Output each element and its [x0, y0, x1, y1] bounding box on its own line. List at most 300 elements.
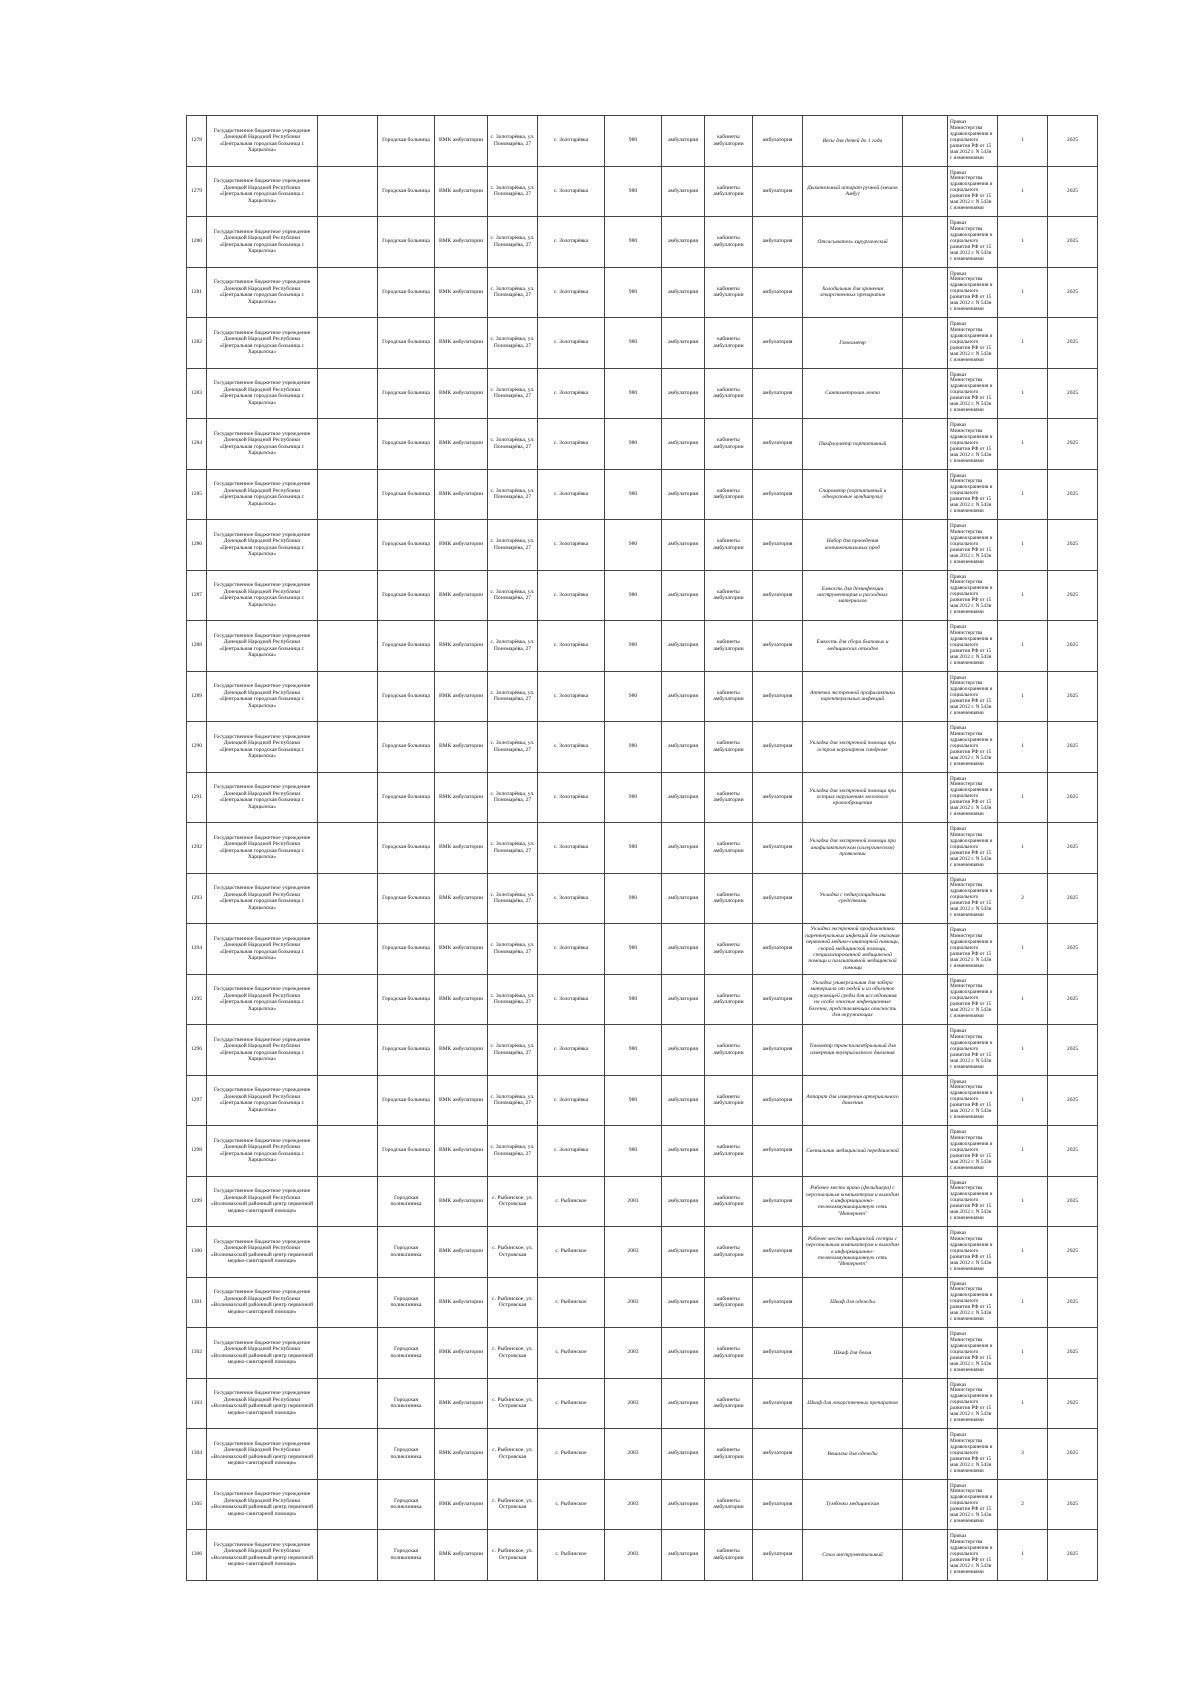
- cell-room: кабинеты амбулатории: [705, 318, 753, 369]
- cell-quantity: 1: [998, 621, 1048, 672]
- cell-number: 1288: [187, 621, 207, 672]
- cell-kind: амбулатория: [662, 1479, 705, 1530]
- cell-unit: ВМК амбулатории: [435, 1277, 488, 1328]
- cell-unit: ВМК амбулатории: [435, 1479, 488, 1530]
- cell-equipment: Укладка экстренной профилактики парентеральных инфекций для оказания первичной медико-санитарной помощи, скорой медицинской помощи, специализированной медицинской помощи и паллиативной медицинской помощи: [803, 924, 903, 975]
- table-row: [187, 166, 1098, 217]
- cell-locality: с. Рыбинское: [538, 1328, 605, 1379]
- cell-department: амбулатория: [753, 217, 803, 268]
- cell-year: 2025: [1048, 873, 1098, 924]
- cell-population: 980: [605, 722, 662, 773]
- cell-equipment: Набор для проведения конъюктивальных проб: [803, 520, 903, 571]
- cell-locality: с. Золотарёвка: [538, 368, 605, 419]
- cell-kind: амбулатория: [662, 1429, 705, 1480]
- cell-equipment: Рабочее место медицинской сестры с персональным компьютером и выходом в информационно-телекоммуникационную сеть "Интернет": [803, 1227, 903, 1278]
- cell-empty: [318, 1227, 378, 1278]
- cell-quantity: 1: [998, 974, 1048, 1025]
- cell-order: Приказ Министерства здравоохранения и социального развития РФ от 15 мая 2012 г. N 543н с изменениями: [948, 1126, 998, 1177]
- cell-address: с. Золотарёвка, ул. Пономарёва, 27: [488, 1126, 538, 1177]
- cell-order: Приказ Министерства здравоохранения и социального развития РФ от 15 мая 2012 г. N 543н с изменениями: [948, 267, 998, 318]
- cell-quantity: 2: [998, 873, 1048, 924]
- cell-empty: [903, 419, 948, 470]
- cell-department: амбулатория: [753, 873, 803, 924]
- cell-unit: ВМК амбулатории: [435, 1126, 488, 1177]
- cell-quantity: 1: [998, 318, 1048, 369]
- cell-population: 980: [605, 419, 662, 470]
- cell-locality: с. Золотарёвка: [538, 1075, 605, 1126]
- cell-equipment: Светильник медицинский передвижной: [803, 1126, 903, 1177]
- cell-empty: [903, 1378, 948, 1429]
- cell-year: 2025: [1048, 469, 1098, 520]
- cell-number: 1286: [187, 520, 207, 571]
- cell-unit: ВМК амбулатории: [435, 166, 488, 217]
- cell-year: 2025: [1048, 772, 1098, 823]
- table-row: [187, 1126, 1098, 1177]
- cell-order: Приказ Министерства здравоохранения и социального развития РФ от 15 мая 2012 г. N 543н с изменениями: [948, 722, 998, 773]
- cell-unit: ВМК амбулатории: [435, 570, 488, 621]
- cell-organization: Государственное бюджетное учреждение Донецкой Народной Республики «Волновахский районный центр первичной медико-санитарной помощи»: [207, 1227, 318, 1278]
- cell-number: 1287: [187, 570, 207, 621]
- cell-room: кабинеты амбулатории: [705, 1025, 753, 1076]
- table-row: [187, 368, 1098, 419]
- cell-address: с. Золотарёвка, ул. Пономарёва, 27: [488, 722, 538, 773]
- cell-address: с. Рыбинское, ул. Островская: [488, 1277, 538, 1328]
- cell-empty: [903, 873, 948, 924]
- cell-address: с. Золотарёвка, ул. Пономарёва, 27: [488, 924, 538, 975]
- cell-department: амбулатория: [753, 1277, 803, 1328]
- cell-kind: амбулатория: [662, 823, 705, 874]
- cell-address: с. Золотарёвка, ул. Пономарёва, 27: [488, 974, 538, 1025]
- cell-order: Приказ Министерства здравоохранения и социального развития РФ от 15 мая 2012 г. N 543н с изменениями: [948, 217, 998, 268]
- cell-department: амбулатория: [753, 469, 803, 520]
- cell-quantity: 1: [998, 722, 1048, 773]
- cell-number: 1282: [187, 318, 207, 369]
- cell-organization: Государственное бюджетное учреждение Донецкой Народной Республики «Центральная городская больница г. Харцызска»: [207, 217, 318, 268]
- cell-kind: амбулатория: [662, 621, 705, 672]
- cell-equipment: Емкость для дезинфекции инструментария и расходных материалов: [803, 570, 903, 621]
- table-row: [187, 772, 1098, 823]
- cell-empty: [903, 671, 948, 722]
- cell-order: Приказ Министерства здравоохранения и социального развития РФ от 15 мая 2012 г. N 543н с изменениями: [948, 1277, 998, 1328]
- cell-address: с. Рыбинское, ул. Островская: [488, 1429, 538, 1480]
- cell-organization: Государственное бюджетное учреждение Донецкой Народной Республики «Центральная городская больница г. Харцызска»: [207, 318, 318, 369]
- cell-number: 1293: [187, 873, 207, 924]
- cell-equipment: Шкаф для белья: [803, 1328, 903, 1379]
- cell-organization: Государственное бюджетное учреждение Донецкой Народной Республики «Центральная городская больница г. Харцызска»: [207, 419, 318, 470]
- cell-year: 2025: [1048, 1075, 1098, 1126]
- cell-unit: ВМК амбулатории: [435, 873, 488, 924]
- cell-empty: [318, 116, 378, 167]
- cell-organization: Государственное бюджетное учреждение Донецкой Народной Республики «Центральная городская больница г. Харцызска»: [207, 116, 318, 167]
- cell-facility-type: Городская больница: [378, 267, 435, 318]
- cell-empty: [318, 974, 378, 1025]
- cell-population: 980: [605, 217, 662, 268]
- cell-number: 1306: [187, 1530, 207, 1581]
- cell-order: Приказ Министерства здравоохранения и социального развития РФ от 15 мая 2012 г. N 543н с изменениями: [948, 1025, 998, 1076]
- cell-locality: с. Золотарёвка: [538, 621, 605, 672]
- cell-department: амбулатория: [753, 1075, 803, 1126]
- cell-facility-type: Городская поликлиника: [378, 1227, 435, 1278]
- cell-address: с. Золотарёвка, ул. Пономарёва, 27: [488, 469, 538, 520]
- cell-unit: ВМК амбулатории: [435, 1328, 488, 1379]
- cell-address: с. Рыбинское, ул. Островская: [488, 1176, 538, 1227]
- cell-facility-type: Городская больница: [378, 1025, 435, 1076]
- cell-empty: [318, 621, 378, 672]
- cell-equipment: Укладка с педикулоцидными средствами: [803, 873, 903, 924]
- cell-quantity: 1: [998, 217, 1048, 268]
- cell-equipment: Укладка для экстренной помощи при остром коронарном синдроме: [803, 722, 903, 773]
- cell-order: Приказ Министерства здравоохранения и социального развития РФ от 15 мая 2012 г. N 543н с изменениями: [948, 368, 998, 419]
- cell-empty: [318, 722, 378, 773]
- cell-year: 2025: [1048, 1227, 1098, 1278]
- cell-facility-type: Городская больница: [378, 823, 435, 874]
- cell-organization: Государственное бюджетное учреждение Донецкой Народной Республики «Центральная городская больница г. Харцызска»: [207, 368, 318, 419]
- cell-empty: [903, 823, 948, 874]
- cell-unit: ВМК амбулатории: [435, 1075, 488, 1126]
- table-row: [187, 1328, 1098, 1379]
- cell-year: 2025: [1048, 924, 1098, 975]
- cell-kind: амбулатория: [662, 722, 705, 773]
- cell-room: кабинеты амбулатории: [705, 1126, 753, 1177]
- cell-empty: [903, 1429, 948, 1480]
- cell-population: 980: [605, 1025, 662, 1076]
- cell-department: амбулатория: [753, 823, 803, 874]
- cell-locality: с. Золотарёвка: [538, 116, 605, 167]
- cell-population: 980: [605, 772, 662, 823]
- cell-number: 1301: [187, 1277, 207, 1328]
- cell-department: амбулатория: [753, 1328, 803, 1379]
- cell-kind: амбулатория: [662, 1126, 705, 1177]
- cell-empty: [318, 1429, 378, 1480]
- cell-address: с. Золотарёвка, ул. Пономарёва, 27: [488, 772, 538, 823]
- cell-room: кабинеты амбулатории: [705, 722, 753, 773]
- cell-empty: [903, 1277, 948, 1328]
- cell-department: амбулатория: [753, 1378, 803, 1429]
- cell-room: кабинеты амбулатории: [705, 166, 753, 217]
- cell-organization: Государственное бюджетное учреждение Донецкой Народной Республики «Волновахский районный центр первичной медико-санитарной помощи»: [207, 1479, 318, 1530]
- cell-department: амбулатория: [753, 116, 803, 167]
- cell-room: кабинеты амбулатории: [705, 469, 753, 520]
- cell-number: 1298: [187, 1126, 207, 1177]
- cell-empty: [318, 1479, 378, 1530]
- equipment-table: [186, 115, 1098, 1581]
- cell-locality: с. Рыбинское: [538, 1479, 605, 1530]
- cell-address: с. Золотарёвка, ул. Пономарёва, 27: [488, 116, 538, 167]
- cell-department: амбулатория: [753, 267, 803, 318]
- cell-order: Приказ Министерства здравоохранения и социального развития РФ от 15 мая 2012 г. N 543н с изменениями: [948, 469, 998, 520]
- table-row: [187, 1378, 1098, 1429]
- cell-equipment: Аппарат для измерения артериального давления: [803, 1075, 903, 1126]
- cell-order: Приказ Министерства здравоохранения и социального развития РФ от 15 мая 2012 г. N 543н с изменениями: [948, 1479, 998, 1530]
- cell-organization: Государственное бюджетное учреждение Донецкой Народной Республики «Волновахский районный центр первичной медико-санитарной помощи»: [207, 1429, 318, 1480]
- cell-address: с. Золотарёвка, ул. Пономарёва, 27: [488, 419, 538, 470]
- cell-equipment: Весы для детей до 1 года: [803, 116, 903, 167]
- table-body: [187, 116, 1098, 1581]
- cell-empty: [318, 419, 378, 470]
- cell-unit: ВМК амбулатории: [435, 1025, 488, 1076]
- cell-population: 980: [605, 570, 662, 621]
- cell-equipment: Дыхательный аппарат ручной (мешок Амбу): [803, 166, 903, 217]
- cell-locality: с. Рыбинское: [538, 1429, 605, 1480]
- cell-population: 980: [605, 621, 662, 672]
- cell-locality: с. Золотарёвка: [538, 722, 605, 773]
- cell-room: кабинеты амбулатории: [705, 974, 753, 1025]
- cell-year: 2025: [1048, 974, 1098, 1025]
- cell-order: Приказ Министерства здравоохранения и социального развития РФ от 15 мая 2012 г. N 543н с изменениями: [948, 1075, 998, 1126]
- cell-unit: ВМК амбулатории: [435, 217, 488, 268]
- cell-order: Приказ Министерства здравоохранения и социального развития РФ от 15 мая 2012 г. N 543н с изменениями: [948, 823, 998, 874]
- cell-department: амбулатория: [753, 722, 803, 773]
- table-row: [187, 419, 1098, 470]
- cell-organization: Государственное бюджетное учреждение Донецкой Народной Республики «Центральная городская больница г. Харцызска»: [207, 166, 318, 217]
- cell-empty: [318, 318, 378, 369]
- cell-room: кабинеты амбулатории: [705, 1429, 753, 1480]
- cell-population: 980: [605, 116, 662, 167]
- cell-room: кабинеты амбулатории: [705, 267, 753, 318]
- cell-kind: амбулатория: [662, 772, 705, 823]
- cell-empty: [318, 1025, 378, 1076]
- cell-kind: амбулатория: [662, 1176, 705, 1227]
- cell-population: 980: [605, 1075, 662, 1126]
- cell-quantity: 1: [998, 924, 1048, 975]
- cell-facility-type: Городская поликлиника: [378, 1479, 435, 1530]
- cell-empty: [903, 1025, 948, 1076]
- cell-address: с. Золотарёвка, ул. Пономарёва, 27: [488, 823, 538, 874]
- cell-year: 2025: [1048, 823, 1098, 874]
- cell-equipment: Емкость для сбора бытовых и медицинских отходов: [803, 621, 903, 672]
- cell-quantity: 3: [998, 1429, 1048, 1480]
- cell-quantity: 1: [998, 1025, 1048, 1076]
- cell-organization: Государственное бюджетное учреждение Донецкой Народной Республики «Волновахский районный центр первичной медико-санитарной помощи»: [207, 1530, 318, 1581]
- cell-population: 980: [605, 873, 662, 924]
- cell-locality: с. Золотарёвка: [538, 520, 605, 571]
- cell-empty: [903, 1479, 948, 1530]
- cell-kind: амбулатория: [662, 873, 705, 924]
- cell-locality: с. Золотарёвка: [538, 217, 605, 268]
- cell-empty: [318, 570, 378, 621]
- cell-unit: ВМК амбулатории: [435, 1530, 488, 1581]
- cell-quantity: 2: [998, 1479, 1048, 1530]
- cell-kind: амбулатория: [662, 469, 705, 520]
- cell-room: кабинеты амбулатории: [705, 217, 753, 268]
- cell-equipment: Укладка универсальная для забора материала от людей и из объектов окружающей среды для исследования на особо опасные инфекционные болезни, представляющих опасность для окружающих: [803, 974, 903, 1025]
- cell-year: 2025: [1048, 1126, 1098, 1177]
- cell-locality: с. Золотарёвка: [538, 823, 605, 874]
- cell-unit: ВМК амбулатории: [435, 823, 488, 874]
- cell-kind: амбулатория: [662, 368, 705, 419]
- cell-empty: [318, 1328, 378, 1379]
- table-row: [187, 267, 1098, 318]
- cell-facility-type: Городская больница: [378, 166, 435, 217]
- cell-address: с. Золотарёвка, ул. Пономарёва, 27: [488, 873, 538, 924]
- cell-facility-type: Городская поликлиника: [378, 1277, 435, 1328]
- cell-facility-type: Городская поликлиника: [378, 1530, 435, 1581]
- cell-department: амбулатория: [753, 570, 803, 621]
- cell-empty: [903, 1075, 948, 1126]
- cell-empty: [903, 1530, 948, 1581]
- cell-equipment: Тонометр транспальпебральный для измерения внутриглазного давления: [803, 1025, 903, 1076]
- cell-unit: ВМК амбулатории: [435, 419, 488, 470]
- cell-kind: амбулатория: [662, 671, 705, 722]
- cell-room: кабинеты амбулатории: [705, 368, 753, 419]
- cell-address: с. Рыбинское, ул. Островская: [488, 1479, 538, 1530]
- cell-address: с. Золотарёвка, ул. Пономарёва, 27: [488, 368, 538, 419]
- cell-address: с. Рыбинское, ул. Островская: [488, 1378, 538, 1429]
- cell-organization: Государственное бюджетное учреждение Донецкой Народной Республики «Центральная городская больница г. Харцызска»: [207, 570, 318, 621]
- cell-unit: ВМК амбулатории: [435, 671, 488, 722]
- cell-room: кабинеты амбулатории: [705, 1328, 753, 1379]
- cell-department: амбулатория: [753, 924, 803, 975]
- cell-year: 2025: [1048, 621, 1098, 672]
- cell-department: амбулатория: [753, 419, 803, 470]
- table-row: [187, 1025, 1098, 1076]
- cell-year: 2025: [1048, 520, 1098, 571]
- cell-room: кабинеты амбулатории: [705, 621, 753, 672]
- cell-locality: с. Золотарёвка: [538, 924, 605, 975]
- table-row: [187, 570, 1098, 621]
- cell-number: 1294: [187, 924, 207, 975]
- cell-address: с. Рыбинское, ул. Островская: [488, 1227, 538, 1278]
- cell-empty: [903, 924, 948, 975]
- cell-quantity: 1: [998, 671, 1048, 722]
- cell-equipment: Глюкометр: [803, 318, 903, 369]
- cell-address: с. Золотарёвка, ул. Пономарёва, 27: [488, 267, 538, 318]
- cell-department: амбулатория: [753, 1176, 803, 1227]
- cell-quantity: 1: [998, 1075, 1048, 1126]
- table-row: [187, 1530, 1098, 1581]
- table-row: [187, 873, 1098, 924]
- cell-room: кабинеты амбулатории: [705, 1075, 753, 1126]
- cell-locality: с. Золотарёвка: [538, 772, 605, 823]
- cell-organization: Государственное бюджетное учреждение Донецкой Народной Республики «Центральная городская больница г. Харцызска»: [207, 924, 318, 975]
- cell-unit: ВМК амбулатории: [435, 974, 488, 1025]
- cell-room: кабинеты амбулатории: [705, 1176, 753, 1227]
- cell-empty: [318, 1378, 378, 1429]
- cell-empty: [318, 873, 378, 924]
- cell-unit: ВМК амбулатории: [435, 318, 488, 369]
- cell-year: 2025: [1048, 419, 1098, 470]
- cell-locality: с. Золотарёвка: [538, 166, 605, 217]
- cell-locality: с. Золотарёвка: [538, 974, 605, 1025]
- cell-equipment: Шкаф для лекарственных препаратов: [803, 1378, 903, 1429]
- table-row: [187, 621, 1098, 672]
- cell-population: 980: [605, 267, 662, 318]
- cell-department: амбулатория: [753, 772, 803, 823]
- table-row: [187, 1075, 1098, 1126]
- cell-department: амбулатория: [753, 1479, 803, 1530]
- cell-locality: с. Золотарёвка: [538, 1025, 605, 1076]
- table-row: [187, 520, 1098, 571]
- cell-kind: амбулатория: [662, 1378, 705, 1429]
- cell-department: амбулатория: [753, 621, 803, 672]
- cell-organization: Государственное бюджетное учреждение Донецкой Народной Республики «Центральная городская больница г. Харцызска»: [207, 1126, 318, 1177]
- cell-address: с. Золотарёвка, ул. Пономарёва, 27: [488, 166, 538, 217]
- cell-order: Приказ Министерства здравоохранения и социального развития РФ от 15 мая 2012 г. N 543н с изменениями: [948, 1328, 998, 1379]
- cell-number: 1280: [187, 217, 207, 268]
- cell-population: 980: [605, 1126, 662, 1177]
- cell-organization: Государственное бюджетное учреждение Донецкой Народной Республики «Центральная городская больница г. Харцызска»: [207, 772, 318, 823]
- table-row: [187, 1176, 1098, 1227]
- cell-unit: ВМК амбулатории: [435, 924, 488, 975]
- cell-year: 2025: [1048, 1429, 1098, 1480]
- cell-quantity: 1: [998, 1126, 1048, 1177]
- cell-population: 2083: [605, 1227, 662, 1278]
- cell-empty: [903, 722, 948, 773]
- cell-year: 2025: [1048, 1479, 1098, 1530]
- cell-number: 1304: [187, 1429, 207, 1480]
- cell-equipment: Стол инструментальный: [803, 1530, 903, 1581]
- cell-quantity: 1: [998, 570, 1048, 621]
- cell-locality: с. Рыбинское: [538, 1277, 605, 1328]
- cell-equipment: Вешалка для одежды: [803, 1429, 903, 1480]
- cell-organization: Государственное бюджетное учреждение Донецкой Народной Республики «Центральная городская больница г. Харцызска»: [207, 1025, 318, 1076]
- cell-number: 1297: [187, 1075, 207, 1126]
- cell-quantity: 1: [998, 267, 1048, 318]
- cell-year: 2025: [1048, 166, 1098, 217]
- cell-empty: [903, 520, 948, 571]
- cell-empty: [318, 368, 378, 419]
- cell-population: 980: [605, 368, 662, 419]
- cell-equipment: Отсасыватель хирургический: [803, 217, 903, 268]
- cell-organization: Государственное бюджетное учреждение Донецкой Народной Республики «Центральная городская больница г. Харцызска»: [207, 621, 318, 672]
- cell-year: 2025: [1048, 1025, 1098, 1076]
- cell-unit: ВМК амбулатории: [435, 116, 488, 167]
- cell-population: 980: [605, 318, 662, 369]
- cell-organization: Государственное бюджетное учреждение Донецкой Народной Республики «Центральная городская больница г. Харцызска»: [207, 520, 318, 571]
- cell-room: кабинеты амбулатории: [705, 1378, 753, 1429]
- cell-room: кабинеты амбулатории: [705, 520, 753, 571]
- table-row: [187, 469, 1098, 520]
- cell-empty: [903, 116, 948, 167]
- cell-department: амбулатория: [753, 368, 803, 419]
- cell-facility-type: Городская больница: [378, 116, 435, 167]
- cell-kind: амбулатория: [662, 1075, 705, 1126]
- cell-organization: Государственное бюджетное учреждение Донецкой Народной Республики «Центральная городская больница г. Харцызска»: [207, 1075, 318, 1126]
- cell-quantity: 1: [998, 368, 1048, 419]
- cell-empty: [318, 1530, 378, 1581]
- cell-organization: Государственное бюджетное учреждение Донецкой Народной Республики «Волновахский районный центр первичной медико-санитарной помощи»: [207, 1378, 318, 1429]
- cell-order: Приказ Министерства здравоохранения и социального развития РФ от 15 мая 2012 г. N 543н с изменениями: [948, 116, 998, 167]
- cell-locality: с. Рыбинское: [538, 1176, 605, 1227]
- cell-unit: ВМК амбулатории: [435, 1176, 488, 1227]
- cell-equipment: Укладка для экстренной помощи при анафилактическом (аллергическом) проявлении: [803, 823, 903, 874]
- cell-locality: с. Рыбинское: [538, 1227, 605, 1278]
- cell-equipment: Пикфлоуметр портативный: [803, 419, 903, 470]
- cell-empty: [903, 772, 948, 823]
- cell-address: с. Золотарёвка, ул. Пономарёва, 27: [488, 318, 538, 369]
- cell-quantity: 1: [998, 520, 1048, 571]
- cell-room: кабинеты амбулатории: [705, 823, 753, 874]
- cell-address: с. Золотарёвка, ул. Пономарёва, 27: [488, 1075, 538, 1126]
- cell-year: 2025: [1048, 570, 1098, 621]
- cell-number: 1290: [187, 722, 207, 773]
- cell-unit: ВМК амбулатории: [435, 772, 488, 823]
- cell-facility-type: Городская больница: [378, 924, 435, 975]
- cell-locality: с. Золотарёвка: [538, 570, 605, 621]
- cell-facility-type: Городская больница: [378, 772, 435, 823]
- cell-room: кабинеты амбулатории: [705, 924, 753, 975]
- cell-organization: Государственное бюджетное учреждение Донецкой Народной Республики «Центральная городская больница г. Харцызска»: [207, 974, 318, 1025]
- cell-population: 2083: [605, 1429, 662, 1480]
- cell-empty: [903, 267, 948, 318]
- cell-unit: ВМК амбулатории: [435, 368, 488, 419]
- cell-empty: [318, 924, 378, 975]
- cell-number: 1295: [187, 974, 207, 1025]
- cell-facility-type: Городская больница: [378, 1126, 435, 1177]
- cell-facility-type: Городская больница: [378, 1075, 435, 1126]
- cell-kind: амбулатория: [662, 974, 705, 1025]
- cell-year: 2025: [1048, 1176, 1098, 1227]
